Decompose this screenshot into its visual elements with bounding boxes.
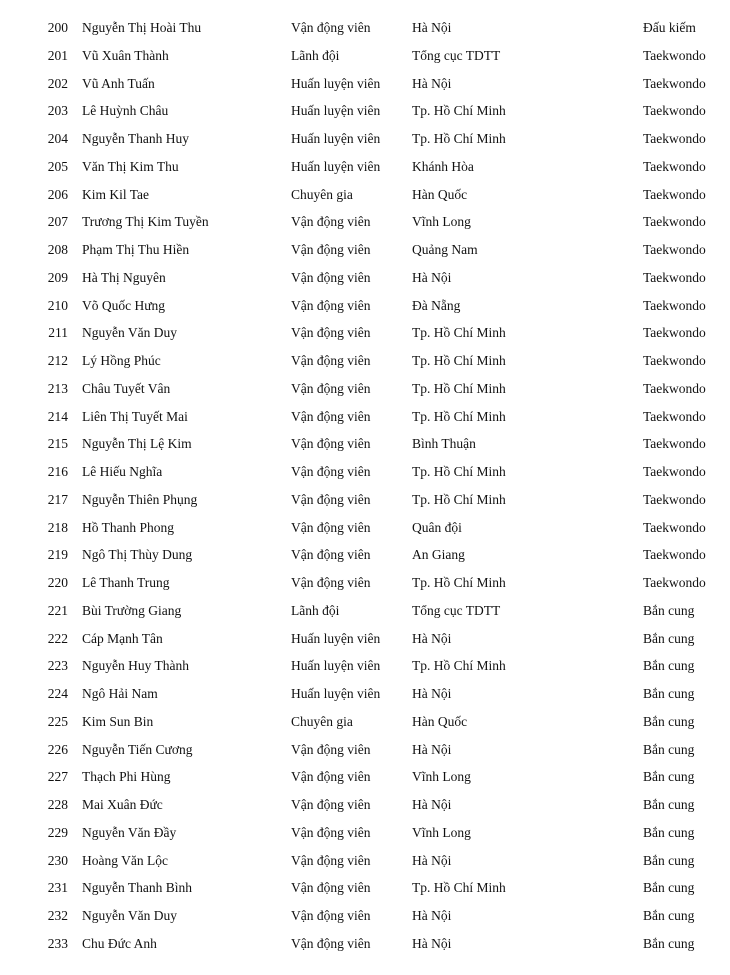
sport-name: Bắn cung [643, 935, 695, 951]
sport-name: Taekwondo [643, 491, 706, 507]
person-unit: Tổng cục TDTT [412, 47, 501, 63]
person-role: Huấn luyện viên [291, 131, 381, 146]
person-name: Nguyễn Văn Duy [82, 908, 177, 923]
person-name: Ngô Hải Nam [82, 686, 158, 701]
person-unit: Tp. Hồ Chí Minh [412, 131, 506, 146]
table-row [0, 847, 730, 875]
person-unit: Hà Nội [412, 20, 452, 35]
row-number: 232 [47, 908, 68, 923]
person-name: Nguyễn Văn Duy [82, 325, 177, 341]
table-row [0, 874, 730, 902]
row-number: 201 [47, 47, 68, 63]
person-role: Vận động viên [291, 575, 371, 590]
sport-name: Bắn cung [643, 769, 695, 785]
person-unit: Hà Nội [412, 75, 452, 91]
sport-name: Taekwondo [643, 158, 706, 174]
person-unit: Tp. Hồ Chí Minh [412, 491, 506, 507]
person-role: Vận động viên [291, 242, 371, 257]
person-role: Vận động viên [291, 741, 371, 757]
table-row [0, 486, 730, 514]
person-name: Phạm Thị Thu Hiền [82, 242, 190, 257]
person-name: Nguyễn Thanh Bình [82, 880, 192, 896]
person-unit: Hà Nội [412, 269, 452, 285]
person-name: Nguyễn Huy Thành [82, 658, 189, 674]
person-role: Huấn luyện viên [291, 103, 381, 119]
table-row [0, 208, 730, 236]
sport-name: Taekwondo [643, 47, 706, 63]
person-unit: Hà Nội [412, 686, 452, 701]
row-number: 200 [47, 20, 68, 35]
row-number: 230 [47, 852, 68, 868]
person-role: Vận động viên [291, 519, 371, 535]
person-role: Vận động viên [291, 464, 371, 479]
table-row [0, 125, 730, 153]
person-unit: Tổng cục TDTT [412, 602, 501, 618]
person-name: Vũ Xuân Thành [82, 47, 169, 63]
sport-name: Bắn cung [643, 852, 695, 868]
sport-name: Bắn cung [643, 908, 695, 923]
row-number: 215 [47, 436, 68, 452]
person-name: Châu Tuyết Vân [82, 380, 171, 396]
person-name: Liên Thị Tuyết Mai [82, 408, 188, 424]
person-unit: Tp. Hồ Chí Minh [412, 658, 506, 674]
person-unit: Vĩnh Long [412, 824, 471, 840]
person-name: Mai Xuân Đức [82, 797, 163, 812]
table-row [0, 70, 730, 98]
sport-name: Bắn cung [643, 658, 695, 674]
person-name: Cáp Mạnh Tân [82, 630, 163, 646]
table-row [0, 597, 730, 625]
person-unit: Hà Nội [412, 630, 452, 646]
person-name: Lê Hiếu Nghĩa [82, 464, 163, 479]
person-role: Huấn luyện viên [291, 75, 381, 91]
table-row [0, 763, 730, 791]
person-name: Chu Đức Anh [82, 935, 157, 951]
person-name: Nguyễn Văn Đầy [82, 824, 177, 840]
person-role: Lãnh đội [291, 47, 340, 63]
person-role: Vận động viên [291, 908, 371, 923]
person-role: Huấn luyện viên [291, 686, 381, 701]
row-number: 221 [47, 602, 68, 618]
row-number: 212 [47, 353, 68, 368]
person-name: Kim Sun Bin [82, 713, 154, 729]
sport-name: Taekwondo [643, 464, 706, 479]
person-name: Thạch Phi Hùng [82, 769, 171, 785]
table-row [0, 541, 730, 569]
row-number: 208 [47, 242, 68, 257]
row-number: 209 [47, 269, 68, 285]
row-number: 213 [47, 380, 68, 396]
person-unit: Khánh Hòa [412, 158, 474, 174]
person-unit: Hà Nội [412, 852, 452, 868]
person-unit: Quân đội [412, 519, 462, 535]
row-number: 228 [47, 797, 68, 812]
table-row [0, 680, 730, 708]
person-name: Nguyễn Thiên Phụng [82, 491, 198, 507]
person-role: Huấn luyện viên [291, 630, 381, 646]
person-role: Vận động viên [291, 935, 371, 951]
person-unit: Tp. Hồ Chí Minh [412, 380, 506, 396]
person-name: Lê Thanh Trung [82, 575, 170, 590]
row-number: 224 [47, 686, 68, 701]
row-number: 226 [47, 741, 68, 757]
table-row [0, 236, 730, 264]
person-role: Vận động viên [291, 547, 371, 563]
person-role: Vận động viên [291, 797, 371, 812]
person-name: Nguyễn Thanh Huy [82, 131, 189, 146]
person-name: Bùi Trường Giang [82, 602, 182, 618]
row-number: 210 [47, 297, 68, 313]
row-number: 227 [47, 769, 68, 785]
sport-name: Bắn cung [643, 741, 695, 757]
person-role: Huấn luyện viên [291, 158, 381, 174]
sport-name: Taekwondo [643, 297, 706, 313]
sport-name: Taekwondo [643, 325, 706, 341]
person-role: Vận động viên [291, 353, 371, 368]
person-role: Chuyên gia [291, 186, 353, 202]
person-unit: Tp. Hồ Chí Minh [412, 325, 506, 341]
person-name: Trương Thị Kim Tuyền [82, 214, 209, 230]
sport-name: Bắn cung [643, 824, 695, 840]
row-number: 214 [47, 408, 68, 424]
table-row [0, 181, 730, 209]
sport-name: Taekwondo [643, 575, 706, 590]
person-unit: Hà Nội [412, 741, 452, 757]
sport-name: Bắn cung [643, 602, 695, 618]
row-number: 203 [47, 103, 68, 119]
table-row [0, 430, 730, 458]
table-row [0, 458, 730, 486]
person-unit: Vĩnh Long [412, 214, 471, 230]
sport-name: Taekwondo [643, 436, 706, 452]
sport-name: Taekwondo [643, 186, 706, 202]
table-row [0, 819, 730, 847]
sport-name: Taekwondo [643, 214, 706, 230]
person-role: Vận động viên [291, 297, 371, 313]
row-number: 206 [47, 186, 68, 202]
person-unit: Bình Thuận [412, 436, 476, 452]
person-role: Vận động viên [291, 214, 371, 230]
row-number: 218 [47, 519, 68, 535]
table-row [0, 319, 730, 347]
person-role: Vận động viên [291, 880, 371, 896]
table-row [0, 569, 730, 597]
sport-name: Taekwondo [643, 519, 706, 535]
table-row [0, 708, 730, 736]
row-number: 223 [47, 658, 68, 674]
row-number: 211 [48, 325, 68, 341]
person-name: Văn Thị Kim Thu [82, 158, 179, 174]
table-row [0, 791, 730, 819]
person-unit: Tp. Hồ Chí Minh [412, 103, 506, 119]
sport-name: Taekwondo [643, 408, 706, 424]
person-unit: Hàn Quốc [412, 713, 468, 729]
person-unit: Tp. Hồ Chí Minh [412, 880, 506, 896]
person-name: Vũ Anh Tuấn [82, 75, 155, 91]
person-unit: Đà Nẵng [412, 297, 461, 313]
sport-name: Taekwondo [643, 242, 706, 257]
sport-name: Taekwondo [643, 353, 706, 368]
person-unit: An Giang [412, 547, 465, 563]
table-row [0, 14, 730, 42]
sport-name: Bắn cung [643, 713, 695, 729]
sport-name: Taekwondo [643, 547, 706, 563]
person-role: Huấn luyện viên [291, 658, 381, 674]
person-unit: Tp. Hồ Chí Minh [412, 575, 506, 590]
person-unit: Hà Nội [412, 908, 452, 923]
person-name: Lý Hồng Phúc [82, 353, 161, 368]
person-name: Ngô Thị Thùy Dung [82, 547, 193, 563]
person-name: Nguyễn Thị Hoài Thu [82, 20, 202, 35]
person-unit: Hà Nội [412, 935, 452, 951]
person-name: Nguyễn Tiến Cương [82, 741, 193, 757]
sport-name: Taekwondo [643, 75, 706, 91]
table-row [0, 97, 730, 125]
row-number: 229 [47, 824, 68, 840]
person-role: Vận động viên [291, 824, 371, 840]
table-row [0, 902, 730, 930]
person-role: Vận động viên [291, 491, 371, 507]
row-number: 205 [47, 158, 68, 174]
person-role: Vận động viên [291, 325, 371, 341]
table-row [0, 403, 730, 431]
sport-name: Taekwondo [643, 131, 706, 146]
row-number: 225 [47, 713, 68, 729]
person-name: Lê Huỳnh Châu [82, 103, 169, 119]
table-body [0, 14, 730, 958]
table-row [0, 625, 730, 653]
sport-name: Đấu kiếm [643, 20, 696, 35]
sport-name: Bắn cung [643, 880, 695, 896]
sport-name: Taekwondo [643, 380, 706, 396]
person-unit: Quảng Nam [412, 242, 478, 257]
person-unit: Hà Nội [412, 797, 452, 812]
table-row [0, 153, 730, 181]
person-name: Hà Thị Nguyên [82, 269, 166, 285]
person-unit: Hàn Quốc [412, 186, 468, 202]
table-row [0, 930, 730, 958]
delegation-table [0, 14, 730, 958]
sport-name: Bắn cung [643, 630, 695, 646]
sport-name: Bắn cung [643, 797, 695, 812]
sport-name: Bắn cung [643, 686, 695, 701]
sport-name: Taekwondo [643, 103, 706, 119]
row-number: 207 [47, 214, 68, 230]
person-role: Vận động viên [291, 852, 371, 868]
sport-name: Taekwondo [643, 269, 706, 285]
person-role: Lãnh đội [291, 602, 340, 618]
table-row [0, 736, 730, 764]
row-number: 202 [47, 75, 68, 91]
table-row [0, 347, 730, 375]
row-number: 217 [47, 491, 68, 507]
person-name: Võ Quốc Hưng [82, 297, 166, 313]
row-number: 233 [47, 935, 68, 951]
person-role: Vận động viên [291, 269, 371, 285]
table-row [0, 42, 730, 70]
person-name: Kim Kil Tae [82, 186, 150, 202]
row-number: 231 [47, 880, 68, 896]
row-number: 220 [47, 575, 68, 590]
person-unit: Tp. Hồ Chí Minh [412, 464, 506, 479]
person-role: Vận động viên [291, 380, 371, 396]
table-row [0, 292, 730, 320]
person-name: Hoàng Văn Lộc [82, 852, 168, 868]
person-name: Nguyễn Thị Lệ Kim [82, 436, 192, 452]
person-role: Vận động viên [291, 436, 371, 452]
person-unit: Vĩnh Long [412, 769, 471, 785]
person-unit: Tp. Hồ Chí Minh [412, 353, 506, 368]
person-role: Vận động viên [291, 769, 371, 785]
table-row [0, 514, 730, 542]
row-number: 222 [47, 630, 68, 646]
row-number: 204 [47, 131, 68, 146]
person-role: Vận động viên [291, 20, 371, 35]
row-number: 219 [47, 547, 68, 563]
person-role: Vận động viên [291, 408, 371, 424]
table-row [0, 652, 730, 680]
person-unit: Tp. Hồ Chí Minh [412, 408, 506, 424]
person-role: Chuyên gia [291, 713, 353, 729]
table-row [0, 264, 730, 292]
row-number: 216 [47, 464, 68, 479]
table-row [0, 375, 730, 403]
person-name: Hồ Thanh Phong [82, 519, 175, 535]
